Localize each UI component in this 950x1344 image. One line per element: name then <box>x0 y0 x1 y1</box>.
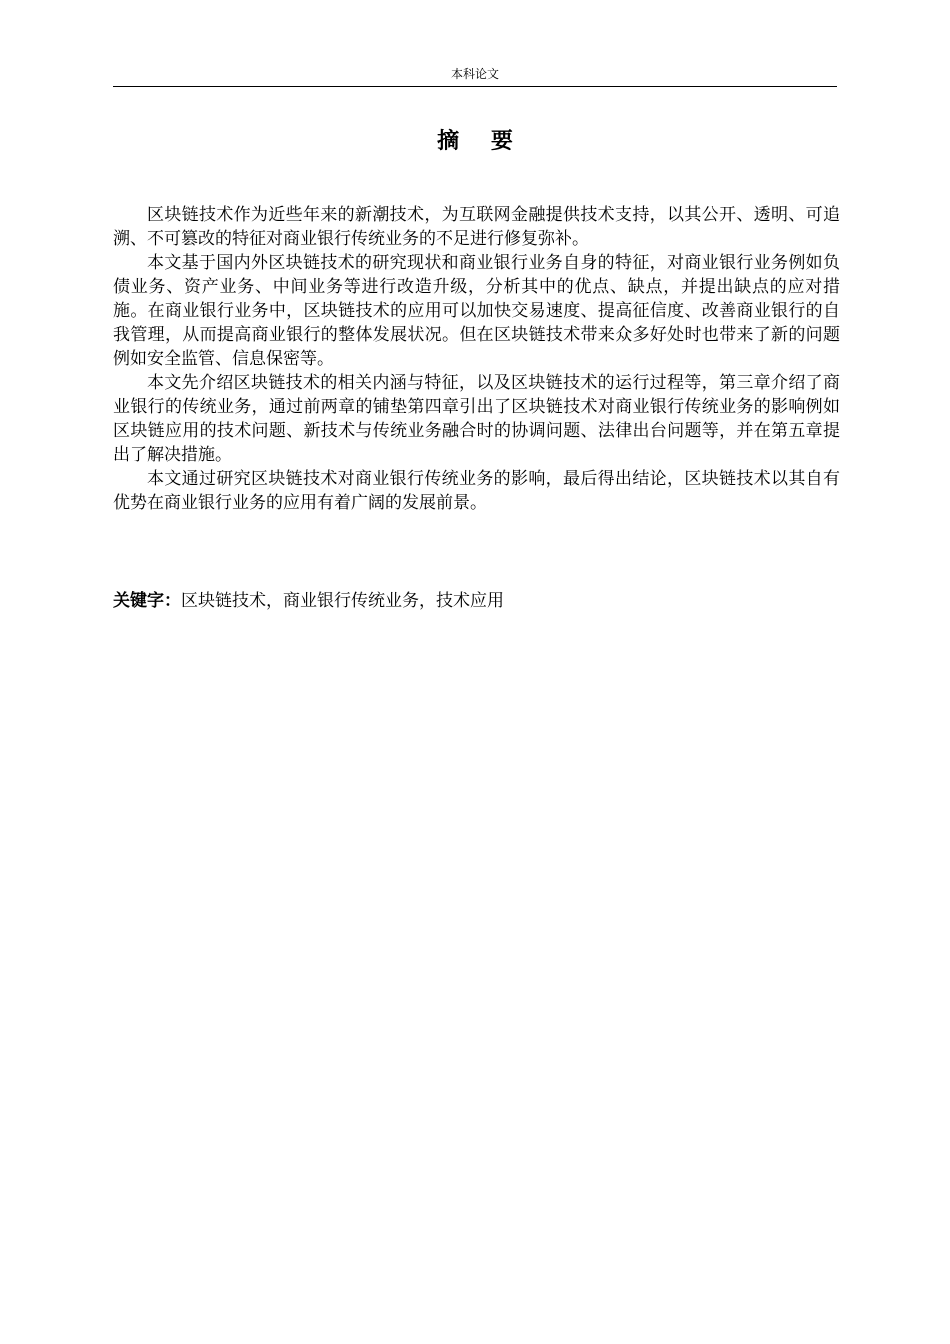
keywords-line <box>113 589 837 613</box>
header-rule <box>113 86 837 87</box>
keywords-label: 关键字： <box>113 591 181 611</box>
abstract-paragraph: 本文通过研究区块链技术对商业银行传统业务的影响，最后得出结论，区块链技术以其自有优势在商业银行业务的应用有着广阔的发展前景。 <box>113 469 840 513</box>
keywords-value: 区块链技术，商业银行传统业务，技术应用 <box>181 591 504 611</box>
abstract-paragraph: 本文基于国内外区块链技术的研究现状和商业银行业务自身的特征，对商业银行业务例如负债业务、资产业务、中间业务等进行改造升级，分析其中的优点、缺点，并提出缺点的应对措施。在商业银行业务中，区块链技术的应用可以加快交易速度、提高征信度、改善商业银行的自我管理，从而提高商业银行的整体发展状况。但在区块链技术带来众多好处时也带来了新的问题例如安全监管、信息保密等。 <box>113 253 840 369</box>
abstract-title: 摘 要 <box>437 129 525 154</box>
abstract-paragraph: 区块链技术作为近些年来的新潮技术，为互联网金融提供技术支持，以其公开、透明、可追溯、不可篡改的特征对商业银行传统业务的不足进行修复弥补。 <box>113 205 840 249</box>
abstract-body <box>113 203 840 515</box>
running-header: 本科论文 <box>450 67 499 81</box>
abstract-paragraph: 本文先介绍区块链技术的相关内涵与特征，以及区块链技术的运行过程等，第三章介绍了商业银行的传统业务，通过前两章的铺垫第四章引出了区块链技术对商业银行传统业务的影响例如区块链应用的技术问题、新技术与传统业务融合时的协调问题、法律出台问题等，并在第五章提出了解决措施。 <box>113 373 840 465</box>
